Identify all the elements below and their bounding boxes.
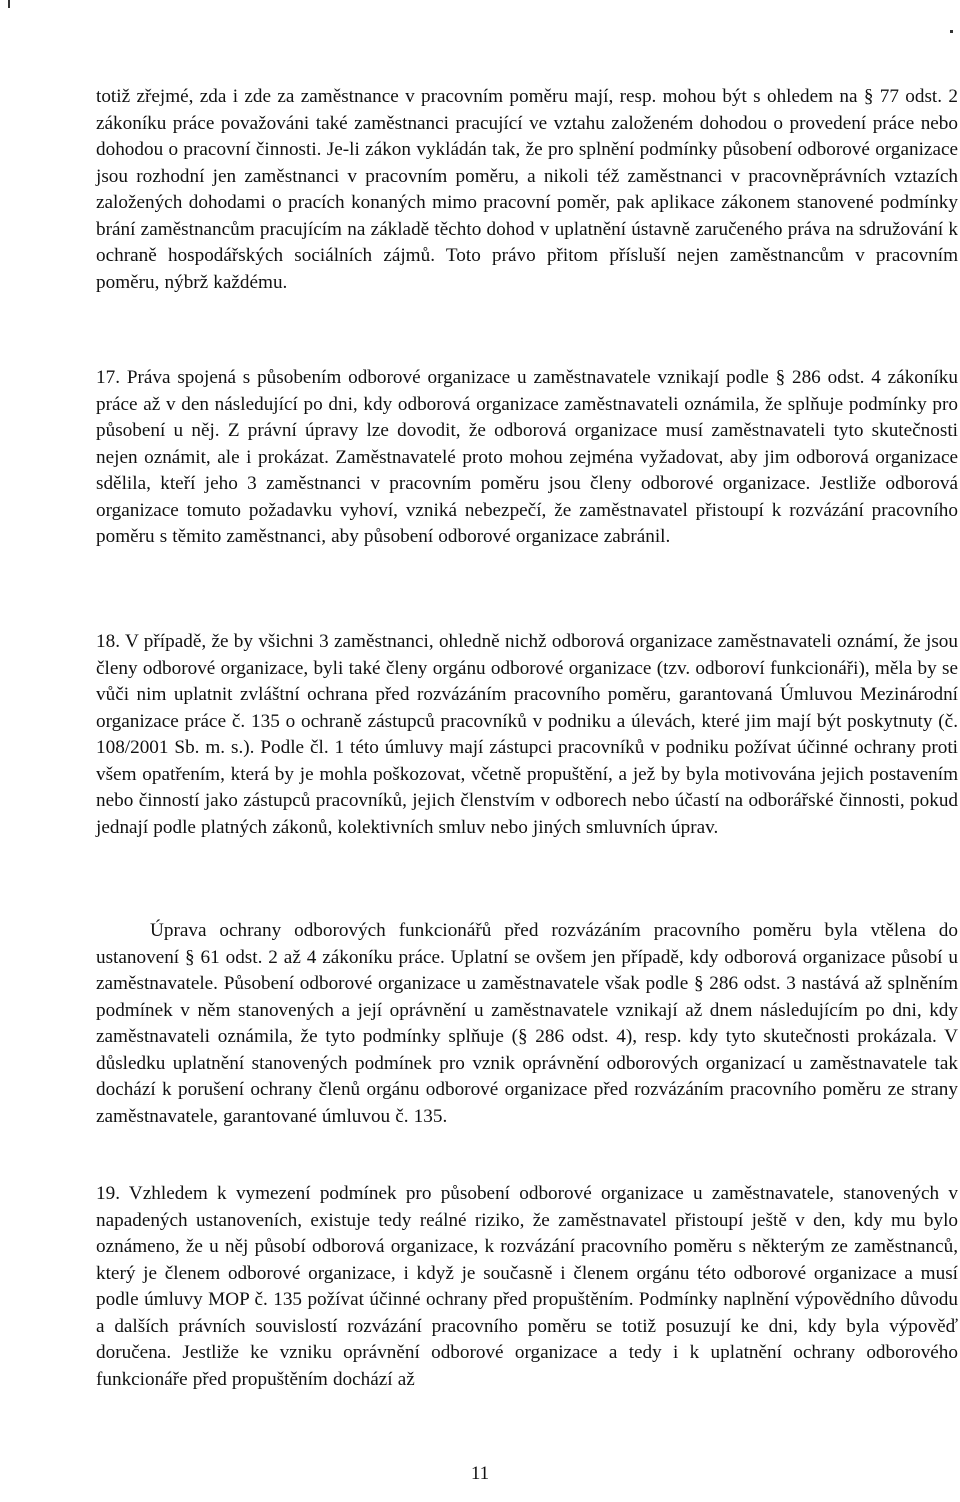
paragraph-18: 18. V případě, že by všichni 3 zaměstnanci, ohledně nichž odborová organizace zaměstnavateli oznámí, že jsou členy odborové organizace, byli také členy orgánu odborové organizace (tzv. odboroví funkcionáři), měla by se vůči nim uplatnit zvláštní ochrana před rozvázáním pracovního poměru, garantovaná Úmluvou Mezinárodní organizace práce č. 135 o ochraně zástupců pracovníků v podniku a úlevách, které jim mají být poskytnuty (č. 108/2001 Sb. m. s.). Podle čl. 1 této úmluvy mají zástupci pracovníků v podniku požívat účinné ochrany proti všem opatřením, která by je mohla poškozovat, včetně propuštění, a jež by byla motivována jejich postavením nebo činností jako zástupců pracovníků, jejich členstvím v odborech nebo účastí na odborářské činnosti, pokud jednají podle platných zákonů, kolektivních smluv nebo jiných smluvních úprav. <box>96 631 958 838</box>
paragraph-19: 19. Vzhledem k vymezení podmínek pro působení odborové organizace u zaměstnavatele, stanovených v napadených ustanoveních, existuje tedy reálné riziko, že zaměstnavatel přistoupí ještě v den, kdy mu bylo oznámeno, že u něj působí odborová organizace, k rozvázání pracovního poměru s některým ze zaměstnanců, který je členem odborové organizace, i když je současně i členem orgánu této odborové organizace a musí podle úmluvy MOP č. 135 požívat účinné ochrany před propuštěním. Podmínky naplnění výpovědního důvodu a dalších právních souvislostí rozvázání pracovního poměru se totiž posuzují ke dni, kdy byla výpověď doručena. Jestliže ke vzniku oprávnění odborové organizace a tedy i k uplatnění ochrany odborového funkcionáře před propuštěním dochází až <box>96 1183 958 1390</box>
paragraph-continuation: totiž zřejmé, zda i zde za zaměstnance v pracovním poměru mají, resp. mohou být s ohledem na § 77 odst. 2 zákoníku práce považováni také zaměstnanci pracující ve vztahu založeném dohodou o provedení práce nebo dohodou o pracovní činnosti. Je-li zákon vykládán tak, že pro splnění podmínky působení odborové organizace jsou rozhodní jen zaměstnanci v pracovním poměru, a nikoli též zaměstnanci v pracovněprávních vztazích založených dohodami o pracích konaných mimo pracovní poměr, pak aplikace zákonem stanovené podmínky brání zaměstnancům pracujícím na základě těchto dohod v uplatnění ústavně zaručeného práva na sdružování k ochraně hospodářských sociálních zájmů. Toto právo přitom přísluší nejen zaměstnancům v pracovním poměru, nýbrž každému. <box>96 86 958 293</box>
paragraph-17: 17. Práva spojená s působením odborové organizace u zaměstnavatele vznikají podle § 286 odst. 4 zákoníku práce až v den následující po dni, kdy odborová organizace zaměstnavateli oznámila, že splňuje podmínky pro působení u něj. Z právní úpravy lze dovodit, že odborová organizace musí zaměstnavateli tyto skutečnosti nejen oznámit, ale i prokázat. Zaměstnavatelé proto mohou zejména vyžadovat, aby jim odborová organizace sdělila, kteří jeho 3 zaměstnanci v pracovním poměru jsou členy odborové organizace. Jestliže odborová organizace tomuto požadavku vyhoví, vzniká nebezpečí, že zaměstnavatel přistoupí k rozvázání pracovního poměru s těmito zaměstnanci, aby působení odborové organizace zabránil. <box>96 367 958 547</box>
scan-mark-top-right <box>950 30 953 33</box>
scan-mark-top-left <box>8 0 10 8</box>
page-number: 11 <box>470 1463 490 1484</box>
paragraph-18-continued: Úprava ochrany odborových funkcionářů před rozvázáním pracovního poměru byla vtělena do ustanovení § 61 odst. 2 až 4 zákoníku práce. Uplatní se ovšem jen případě, kdy odborová organizace působí u zaměstnavatele. Působení odborové organizace u zaměstnavatele však podle § 286 odst. 3 nastává až splněním podmínek v něm stanovených a její oprávnění u zaměstnavatele vznikají až dnem následujícím po dni, kdy zaměstnavateli oznámila, že tyto podmínky splňuje (§ 286 odst. 4), resp. kdy tyto skutečnosti prokázala. V důsledku uplatnění stanovených podmínek pro vznik oprávnění odborových organizací u zaměstnavatele tak dochází k porušení ochrany členů orgánu odborové organizace před rozvázáním pracovního poměru ze strany zaměstnavatele, garantované úmluvou č. 135. <box>96 920 958 1127</box>
